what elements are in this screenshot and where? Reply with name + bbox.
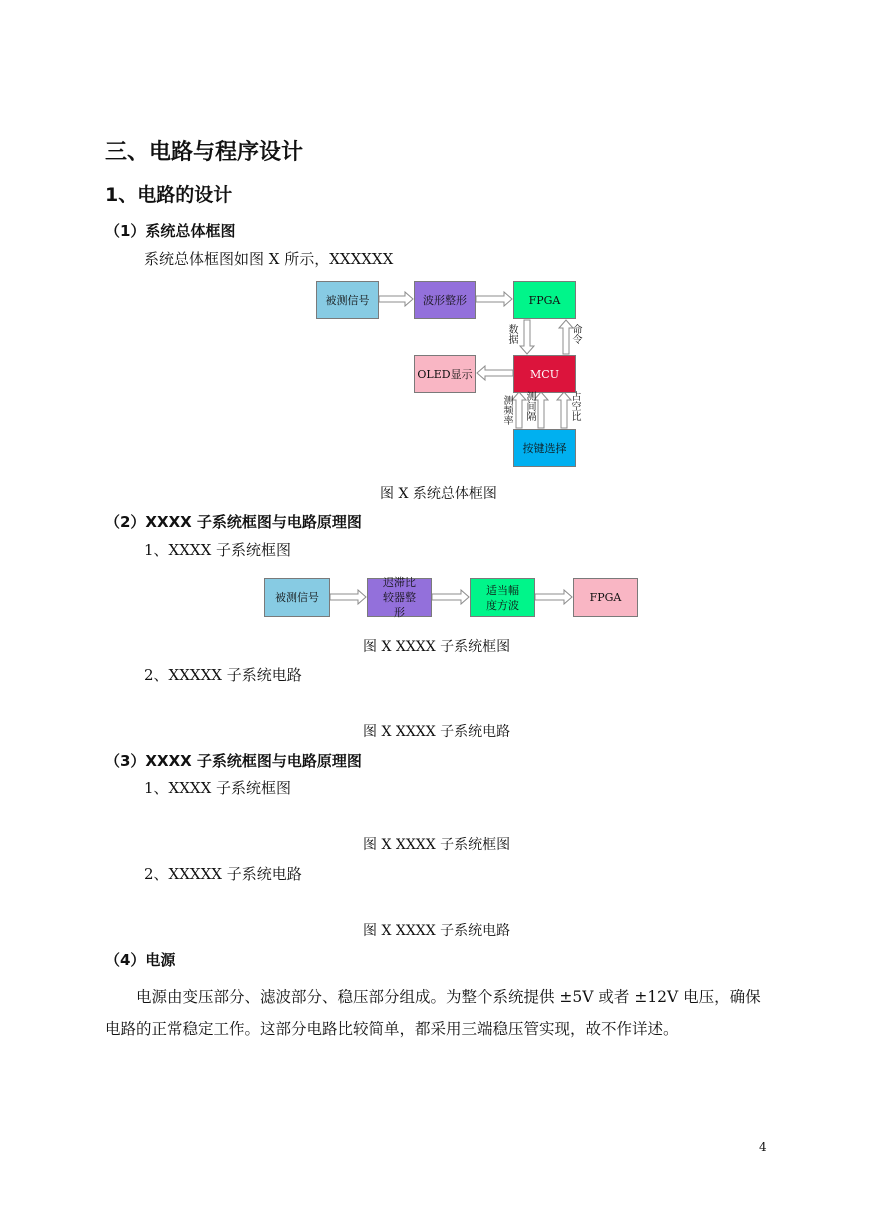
label-data: 数据 [508,325,519,346]
subsystem-2-item-1: 1、XXXX 子系统框图 [144,541,292,559]
block-waveform-shaping: 波形整形 [414,281,476,319]
figure-caption-overall: 图 X 系统总体框图 [380,486,497,502]
section-heading: 三、电路与程序设计 [105,140,304,165]
subsystem-2-item-2: 2、XXXXX 子系统电路 [144,666,302,684]
subsystem-3-item-2: 2、XXXXX 子系统电路 [144,865,302,883]
subsystem-3-item-1: 1、XXXX 子系统框图 [144,779,292,797]
block-fpga-2: FPGA [573,578,638,617]
figure-caption-subsystem-2-circuit: 图 X XXXX 子系统电路 [363,724,511,740]
label-duty-cycle: 占空比 [571,392,582,423]
sub-heading-power-supply: （4）电源 [105,951,176,969]
block-hysteresis-comparator: 迟滞比较器整形 [367,578,432,617]
label-measure-interval: 测间隔 [526,392,537,423]
block-key-selection: 按键选择 [513,429,576,467]
overall-diagram-description: 系统总体框图如图 X 所示，XXXXXX [144,250,394,268]
sub-heading-subsystem-2: （2）XXXX 子系统框图与电路原理图 [105,513,362,531]
subsection-heading: 1、电路的设计 [105,184,233,206]
power-supply-paragraph: 电源由变压部分、滤波部分、稳压部分组成。为整个系统提供 ±5V 或者 ±12V 电压，确保电路的正常稳定工作。这部分电路比较简单，都采用三端稳压管实现，故不作详述。 [105,988,761,1038]
label-command: 命令 [572,325,583,346]
sub-heading-overall-diagram: （1）系统总体框图 [105,222,236,240]
label-measure-frequency: 测频率 [503,396,514,427]
block-oled-display: OLED显示 [414,355,476,393]
block-amplitude-square-wave: 适当幅度方波 [470,578,535,617]
block-measured-signal: 被测信号 [316,281,379,319]
page-number: 4 [759,1140,767,1154]
block-fpga: FPGA [513,281,576,319]
block-measured-signal-2: 被测信号 [264,578,330,617]
block-mcu: MCU [513,355,576,393]
figure-caption-subsystem-2-diagram: 图 X XXXX 子系统框图 [363,639,511,655]
figure-caption-subsystem-3-diagram: 图 X XXXX 子系统框图 [363,837,511,853]
sub-heading-subsystem-3: （3）XXXX 子系统框图与电路原理图 [105,752,362,770]
figure-caption-subsystem-3-circuit: 图 X XXXX 子系统电路 [363,923,511,939]
